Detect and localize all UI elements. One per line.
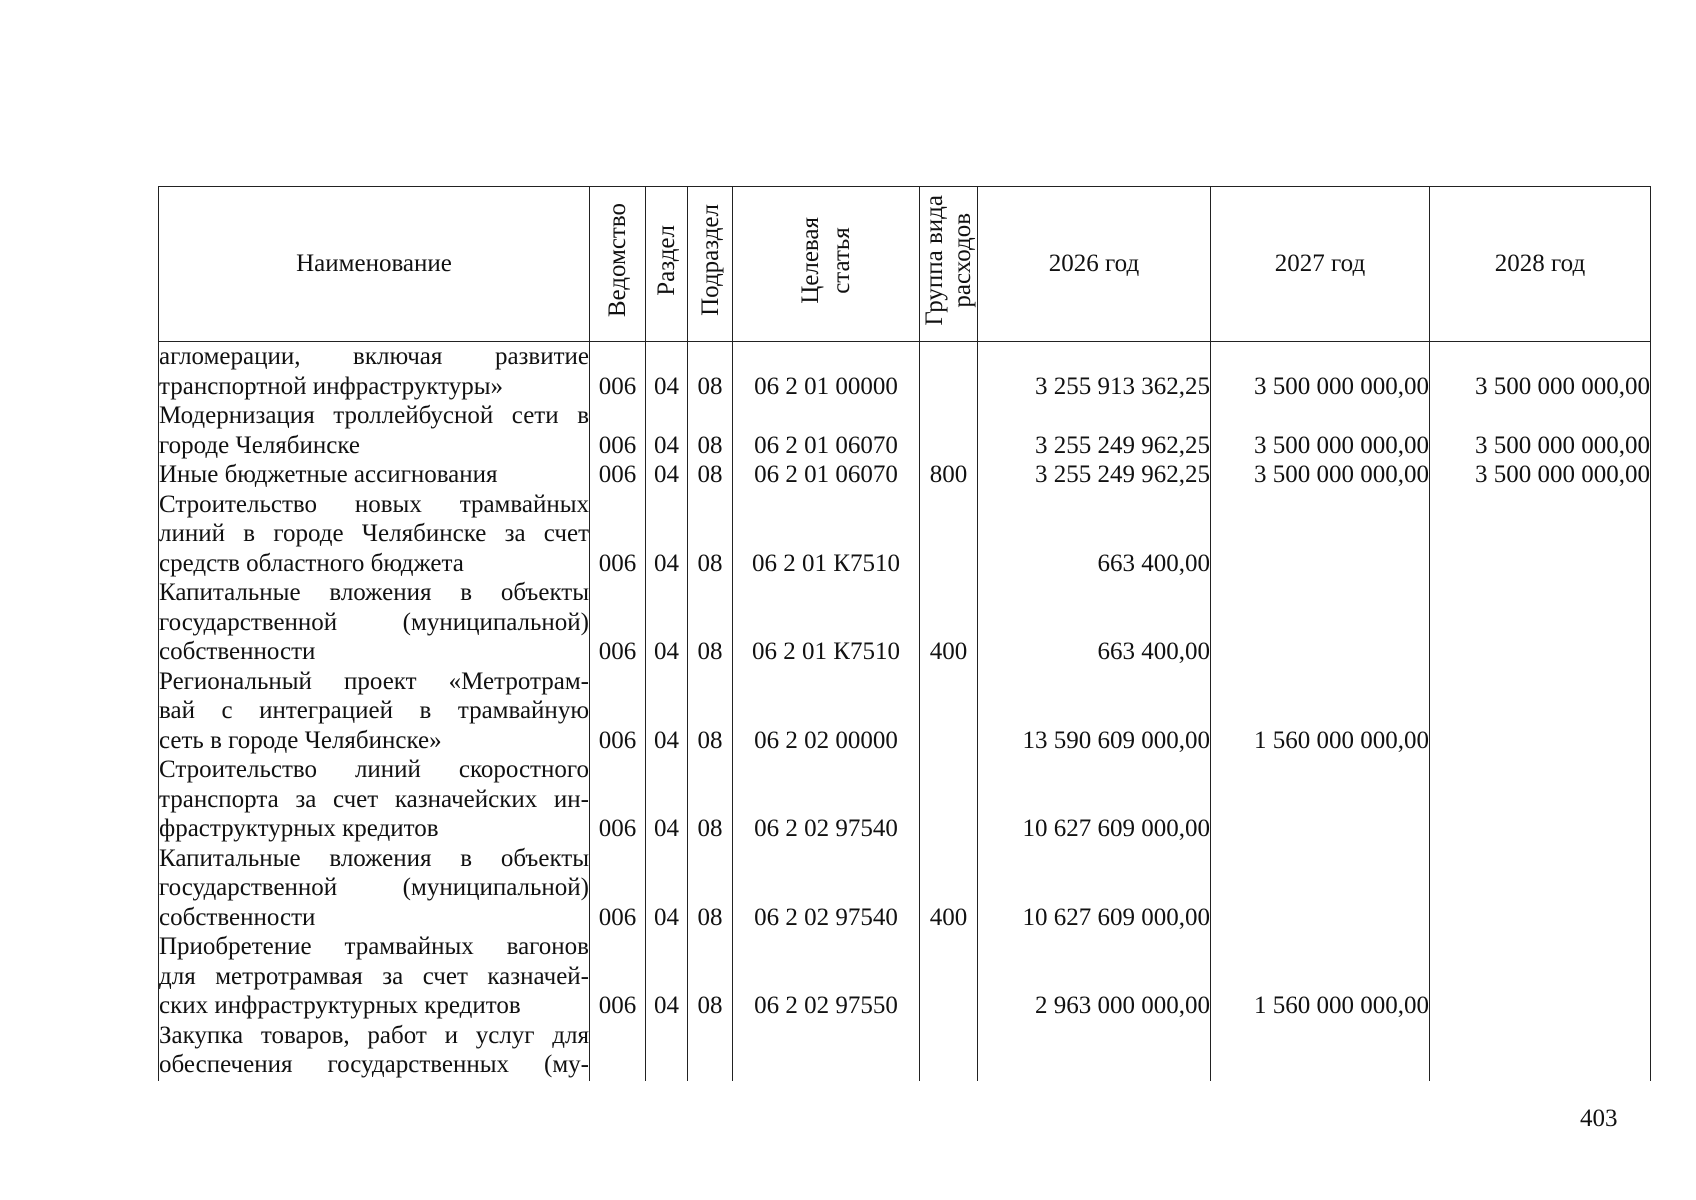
row-podrazdel: 08 — [688, 342, 733, 402]
row-amount-2026: 13 590 609 000,00 — [978, 667, 1211, 756]
name-line: Строительство новых трамвайных — [159, 490, 589, 518]
header-name: Наименование — [159, 187, 590, 342]
row-amount-2028: 3 500 000 000,00 — [1430, 460, 1651, 490]
table-header-row — [159, 187, 1651, 342]
row-razdel: 04 — [646, 460, 688, 490]
row-target-article: 06 2 01 06070 — [733, 401, 920, 460]
name-line: государственной (муниципальной) — [159, 874, 589, 901]
row-podrazdel: 08 — [688, 460, 733, 490]
row-podrazdel: 08 — [688, 755, 733, 844]
row-vedomstvo: 006 — [590, 755, 646, 844]
row-name — [159, 401, 590, 460]
name-line: государственной (муниципальной) — [159, 608, 589, 636]
budget-table — [158, 186, 1651, 1081]
row-expense-group: 400 — [920, 844, 978, 933]
row-amount-2028: 3 500 000 000,00 — [1430, 401, 1651, 460]
name-line: для метротрамвая за счет казначей- — [159, 962, 589, 990]
row-expense-group — [920, 667, 978, 756]
name-line: Модернизация троллейбусной сети в — [159, 402, 589, 429]
row-razdel: 04 — [646, 932, 688, 1021]
row-name — [159, 342, 590, 402]
row-amount-2026: 663 400,00 — [978, 490, 1211, 579]
empty-cell — [646, 1021, 688, 1081]
row-amount-2028 — [1430, 490, 1651, 579]
row-name — [159, 460, 590, 490]
row-vedomstvo: 006 — [590, 401, 646, 460]
row-podrazdel: 08 — [688, 667, 733, 756]
name-line: обеспечения государственных (му- — [159, 1051, 589, 1078]
row-name — [159, 755, 590, 844]
name-line: средств областного бюджета — [159, 549, 464, 577]
row-vedomstvo: 006 — [590, 932, 646, 1021]
header-2026: 2026 год — [978, 187, 1211, 342]
row-razdel: 04 — [646, 342, 688, 402]
page-number: 403 — [1580, 1105, 1618, 1132]
table-row — [159, 490, 1651, 579]
row-target-article: 06 2 02 97540 — [733, 844, 920, 933]
empty-cell — [978, 1021, 1211, 1081]
table-body — [159, 342, 1651, 1081]
table-row — [159, 755, 1651, 844]
row-razdel: 04 — [646, 667, 688, 756]
header-target-article: Целевая статья — [733, 187, 920, 342]
header-razdel: Раздел — [646, 187, 688, 342]
row-vedomstvo: 006 — [590, 844, 646, 933]
row-podrazdel: 08 — [688, 401, 733, 460]
table-row — [159, 578, 1651, 667]
row-amount-2026: 10 627 609 000,00 — [978, 844, 1211, 933]
table-row — [159, 460, 1651, 490]
row-amount-2028: 3 500 000 000,00 — [1430, 342, 1651, 402]
row-amount-2028 — [1430, 667, 1651, 756]
row-name — [159, 932, 590, 1021]
row-target-article: 06 2 01 К7510 — [733, 578, 920, 667]
row-name — [159, 844, 590, 933]
name-line: линий в городе Челябинске за счет — [159, 520, 589, 547]
row-target-article: 06 2 02 00000 — [733, 667, 920, 756]
empty-cell — [1430, 1021, 1651, 1081]
row-amount-2027 — [1211, 755, 1430, 844]
row-razdel: 04 — [646, 401, 688, 460]
row-name — [159, 490, 590, 579]
row-amount-2027: 1 560 000 000,00 — [1211, 932, 1430, 1021]
table-row — [159, 1021, 1651, 1081]
row-amount-2028 — [1430, 844, 1651, 933]
row-amount-2026: 663 400,00 — [978, 578, 1211, 667]
row-amount-2027 — [1211, 490, 1430, 579]
row-razdel: 04 — [646, 844, 688, 933]
name-line: агломерации, включая развитие — [159, 343, 589, 370]
row-podrazdel: 08 — [688, 844, 733, 933]
name-line: транспорта за счет казначейских ин- — [159, 785, 589, 813]
row-expense-group — [920, 490, 978, 579]
name-line: ских инфраструктурных кредитов — [159, 992, 521, 1019]
name-line: Приобретение трамвайных вагонов — [159, 933, 589, 960]
row-name — [159, 1021, 590, 1081]
name-line: городе Челябинске — [159, 431, 360, 459]
row-target-article: 06 2 01 00000 — [733, 342, 920, 402]
row-amount-2027 — [1211, 844, 1430, 933]
row-name — [159, 667, 590, 756]
row-amount-2026: 2 963 000 000,00 — [978, 932, 1211, 1021]
row-vedomstvo: 006 — [590, 667, 646, 756]
row-podrazdel: 08 — [688, 932, 733, 1021]
name-line: вай с интеграцией в трамвайную — [159, 697, 589, 724]
row-amount-2027: 3 500 000 000,00 — [1211, 401, 1430, 460]
row-amount-2028 — [1430, 932, 1651, 1021]
row-target-article: 06 2 02 97550 — [733, 932, 920, 1021]
row-target-article: 06 2 01 К7510 — [733, 490, 920, 579]
row-name — [159, 578, 590, 667]
row-amount-2026: 10 627 609 000,00 — [978, 755, 1211, 844]
name-line: транспортной инфраструктуры» — [159, 372, 504, 400]
table-row — [159, 844, 1651, 933]
header-podrazdel: Подраздел — [688, 187, 733, 342]
row-amount-2027: 3 500 000 000,00 — [1211, 460, 1430, 490]
name-line: Закупка товаров, работ и услуг для — [159, 1021, 589, 1049]
table-row — [159, 401, 1651, 460]
row-amount-2026: 3 255 249 962,25 — [978, 401, 1211, 460]
row-podrazdel: 08 — [688, 578, 733, 667]
name-line: собственности — [159, 903, 316, 931]
row-amount-2027: 1 560 000 000,00 — [1211, 667, 1430, 756]
empty-cell — [688, 1021, 733, 1081]
row-razdel: 04 — [646, 490, 688, 579]
name-line: Капитальные вложения в объекты — [159, 844, 589, 872]
name-line: Региональный проект «Метротрам- — [159, 667, 589, 695]
table-row — [159, 932, 1651, 1021]
row-expense-group: 800 — [920, 460, 978, 490]
empty-cell — [733, 1021, 920, 1081]
header-expense-group: Группа вида расходов — [920, 187, 978, 342]
row-expense-group: 400 — [920, 578, 978, 667]
row-target-article: 06 2 01 06070 — [733, 460, 920, 490]
row-vedomstvo: 006 — [590, 578, 646, 667]
row-expense-group — [920, 755, 978, 844]
row-amount-2028 — [1430, 578, 1651, 667]
empty-cell — [1211, 1021, 1430, 1081]
empty-cell — [590, 1021, 646, 1081]
row-razdel: 04 — [646, 755, 688, 844]
name-line: сеть в городе Челябинске» — [159, 726, 442, 754]
row-expense-group — [920, 342, 978, 402]
empty-cell — [920, 1021, 978, 1081]
row-vedomstvo: 006 — [590, 490, 646, 579]
name-line: собственности — [159, 638, 316, 665]
row-vedomstvo: 006 — [590, 342, 646, 402]
row-amount-2027 — [1211, 578, 1430, 667]
header-2027: 2027 год — [1211, 187, 1430, 342]
row-expense-group — [920, 932, 978, 1021]
table-row — [159, 667, 1651, 756]
row-amount-2027: 3 500 000 000,00 — [1211, 342, 1430, 402]
name-line: Иные бюджетные ассигнования — [159, 461, 498, 488]
header-vedomstvo: Ведомство — [590, 187, 646, 342]
row-vedomstvo: 006 — [590, 460, 646, 490]
row-expense-group — [920, 401, 978, 460]
row-amount-2026: 3 255 249 962,25 — [978, 460, 1211, 490]
header-2028: 2028 год — [1430, 187, 1651, 342]
row-podrazdel: 08 — [688, 490, 733, 579]
table-row — [159, 342, 1651, 402]
name-line: фраструктурных кредитов — [159, 815, 439, 842]
name-line: Строительство линий скоростного — [159, 756, 589, 783]
row-razdel: 04 — [646, 578, 688, 667]
row-amount-2028 — [1430, 755, 1651, 844]
row-target-article: 06 2 02 97540 — [733, 755, 920, 844]
name-line: Капитальные вложения в объекты — [159, 579, 589, 606]
row-amount-2026: 3 255 913 362,25 — [978, 342, 1211, 402]
